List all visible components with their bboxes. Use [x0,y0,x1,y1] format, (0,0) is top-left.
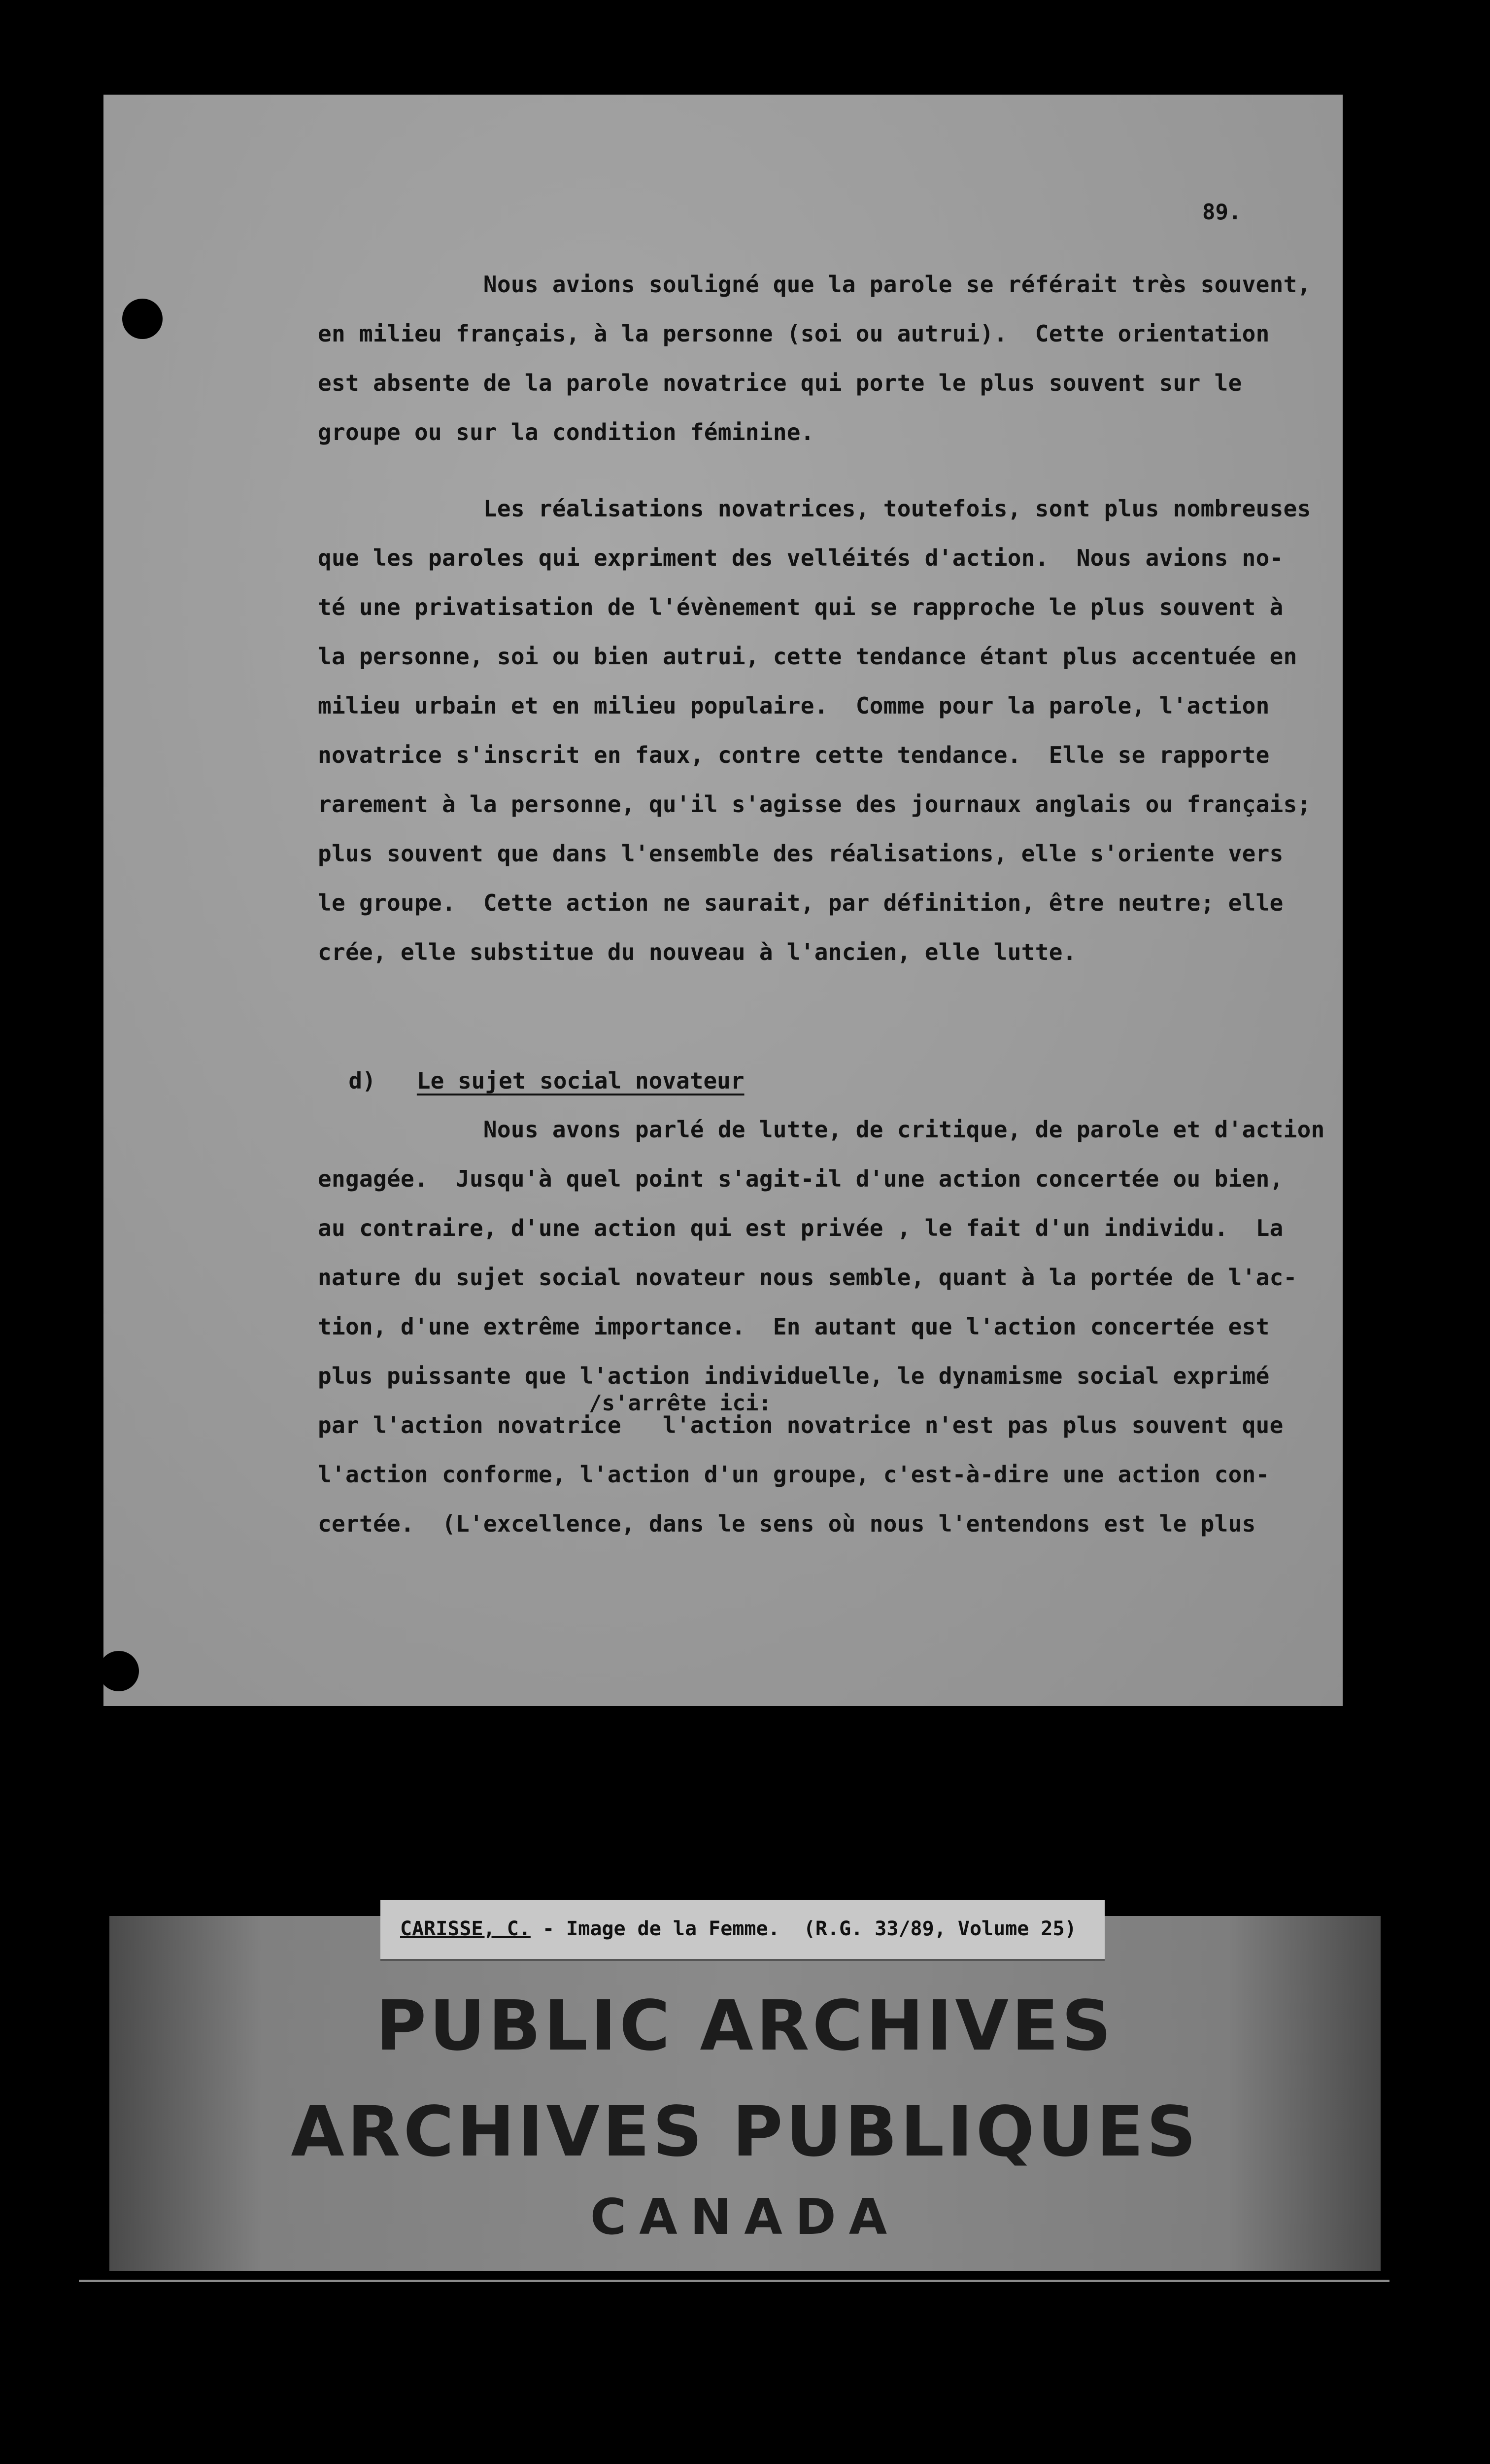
text-line: par l'action novatrice l'action novatrice n'est pas plus souvent que [318,1412,1284,1438]
punch-hole [122,299,163,339]
text-line: novatrice s'inscrit en faux, contre cette tendance. Elle se rapporte [318,742,1270,768]
text-line: Nous avons parlé de lutte, de critique, de parole et d'action [318,1116,1325,1143]
text-line: té une privatisation de l'évènement qui se rapproche le plus souvent à [318,594,1284,620]
text-line: groupe ou sur la condition féminine. [318,419,814,445]
text-line: crée, elle substitue du nouveau à l'ancien, elle lutte. [318,939,1077,965]
section-title: Le sujet social novateur [416,1067,745,1094]
text-line: l'action conforme, l'action d'un groupe, c'est-à-dire une action con- [318,1461,1270,1488]
stamp-canada: CANADA [590,2188,900,2246]
handwritten-insertion: /s'arrête ici: [589,1391,772,1416]
text-line: est absente de la parole novatrice qui porte le plus souvent sur le [318,370,1242,396]
section-letter: d) [348,1067,376,1094]
text-line: engagée. Jusqu'à quel point s'agit-il d'une action concertée ou bien, [318,1165,1284,1192]
label-reference: - Image de la Femme. (R.G. 33/89, Volume 25) [530,1917,1077,1940]
text-line: la personne, soi ou bien autrui, cette tendance étant plus accentuée en [318,643,1297,670]
text-line: plus souvent que dans l'ensemble des réalisations, elle s'oriente vers [318,840,1284,867]
text-line: que les paroles qui expriment des velléités d'action. Nous avions no- [318,545,1284,571]
stamp-archives-publiques: ARCHIVES PUBLIQUES [291,2092,1199,2172]
section-heading [321,1041,745,1094]
text-line: certée. (L'excellence, dans le sens où nous l'entendons est le plus [318,1510,1256,1537]
text-line: tion, d'une extrême importance. En autant que l'action concertée est [318,1313,1270,1340]
divider [79,2280,1389,2282]
text-line: le groupe. Cette action ne saurait, par définition, être neutre; elle [318,890,1284,916]
text-line: nature du sujet social novateur nous semble, quant à la portée de l'ac- [318,1264,1297,1291]
archive-label [380,1900,1105,1959]
punch-hole [99,1651,139,1691]
text-line: plus puissante que l'action individuelle, le dynamisme social exprimé [318,1363,1270,1389]
text-line: Les réalisations novatrices, toutefois, sont plus nombreuses [318,495,1311,522]
page-number: 89. [1202,200,1242,225]
text-line: rarement à la personne, qu'il s'agisse des journaux anglais ou français; [318,791,1311,818]
text-line: en milieu français, à la personne (soi ou autrui). Cette orientation [318,320,1270,347]
label-author: CARISSE, C. [400,1917,531,1940]
stamp-public-archives: PUBLIC ARCHIVES [375,1986,1115,2066]
text-line: au contraire, d'une action qui est privée , le fait d'un individu. La [318,1215,1284,1241]
text-line: Nous avions souligné que la parole se référait très souvent, [318,271,1311,298]
text-line: milieu urbain et en milieu populaire. Comme pour la parole, l'action [318,692,1270,719]
